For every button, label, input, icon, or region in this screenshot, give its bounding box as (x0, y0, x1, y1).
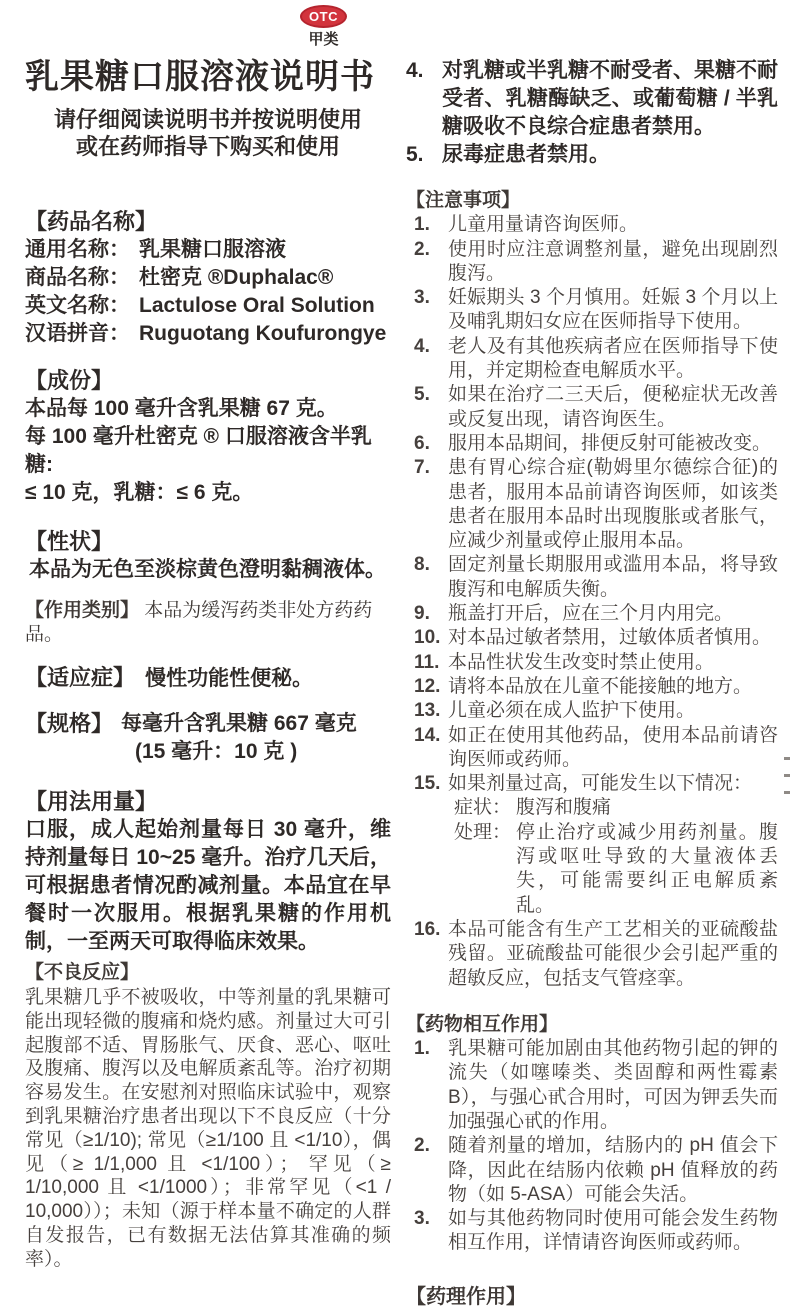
precaution-item (406, 602, 778, 626)
sub-text: 停止治疗或减少用药剂量。腹泻或呕吐导致的大量液体丢失，可能需要纠正电解质紊乱。 (516, 821, 778, 916)
item-text: 如正在使用其他药品，使用本品前请咨询医师或药师。 (448, 724, 778, 770)
section-precautions (406, 189, 778, 991)
row-label: 英文名称： (25, 294, 130, 317)
item-text: 使用时应注意调整剂量，避免出现剧烈腹泻。 (448, 238, 778, 284)
specification-text: 每毫升含乳果糖 667 毫克 (121, 712, 357, 735)
precaution-item (406, 651, 778, 675)
precaution-item (406, 335, 778, 384)
item-text: 对本品过敏者禁用，过敏体质者慎用。 (448, 627, 772, 649)
left-column (25, 0, 391, 1272)
section-indication (25, 664, 391, 693)
section-header: 【注意事项】 (406, 190, 521, 211)
section-drug-interactions (406, 1013, 778, 1256)
item-number: 6. (414, 432, 430, 454)
section-composition (25, 367, 391, 507)
otc-logo-text: OTC (309, 9, 338, 24)
item-number: 10. (414, 627, 441, 649)
section-header: 【作用类别】 (25, 600, 140, 621)
contraindication-item (406, 57, 778, 141)
item-text: 如果剂量过高，可能发生以下情况： (448, 773, 753, 795)
section-header: 【药品名称】 (25, 209, 158, 234)
precaution-item (406, 918, 778, 991)
item-number: 12. (414, 675, 441, 697)
precaution-15-handling (406, 821, 778, 918)
precaution-item (406, 238, 778, 287)
precaution-item (406, 456, 778, 553)
usage-body: 口服，成人起始剂量每日 30 毫升，维持剂量每日 10~25 毫升。治疗几天后，可根据患者情况酌减剂量。本品宜在早餐时一次服用。根据乳果糖的作用机制，一至两天可取得临床效果。 (25, 818, 391, 953)
drug-name-row (25, 292, 391, 320)
item-text: 尿毒症患者禁用。 (442, 143, 610, 166)
section-header: 【不良反应】 (25, 962, 140, 983)
precaution-item (406, 675, 778, 699)
section-action-class (25, 599, 391, 647)
precaution-15-symptom (406, 796, 778, 820)
row-label: 商品名称： (25, 266, 130, 289)
composition-line: ≤ 10 克，乳糖：≤ 6 克。 (25, 481, 254, 504)
drug-name-row (25, 320, 391, 348)
item-number: 14. (414, 724, 441, 746)
section-specification (25, 710, 391, 766)
section-drug-name (25, 208, 391, 348)
contraindication-item (406, 141, 778, 169)
section-header: 【药理作用】 (406, 1285, 526, 1308)
item-text: 乳果糖可能加剧由其他药物引起的钾的流失（如噻嗪类、类固醇和两性霉素 B），与强心甙合用时，可因为钾丢失而加强强心甙的作用。 (448, 1038, 778, 1132)
action-class-text: 本品为缓泻药类非处方药药品。 (25, 600, 373, 645)
right-column (406, 0, 778, 1309)
row-value: 杜密克 ®Duphalac® (139, 266, 334, 289)
item-number: 7. (414, 457, 430, 479)
precaution-item (406, 553, 778, 602)
row-label: 通用名称： (25, 238, 130, 261)
section-header: 【药物相互作用】 (406, 1013, 559, 1035)
section-header: 【适应症】 (25, 665, 136, 690)
precaution-item (406, 626, 778, 650)
interaction-item (406, 1037, 778, 1134)
section-character (25, 528, 391, 584)
item-text: 服用本品期间，排便反射可能被改变。 (448, 432, 772, 454)
page-edge-fragment (782, 757, 790, 808)
item-number: 1. (414, 214, 430, 236)
item-text: 随着剂量的增加，结肠内的 pH 值会下降，因此在结肠内依赖 pH 值释放的药物（如 5-ASA）可能会失活。 (448, 1135, 778, 1205)
item-number: 3. (414, 287, 430, 309)
item-number: 3. (414, 1208, 430, 1230)
item-number: 8. (414, 554, 430, 576)
row-label: 汉语拼音： (25, 322, 130, 345)
adverse-reactions-body: 乳果糖几乎不被吸收，中等剂量的乳果糖可能出现轻微的腹痛和烧灼感。剂量过大可引起腹部不适、胃肠胀气、厌食、恶心、呕吐及腹痛、腹泻以及电解质紊乱等。治疗初期容易发生。在安慰剂对照临床试验中，观察到乳果糖治疗患者出现以下不良反应（十分常见（≥1/10); 常见（≥1/100 且 <1/10），偶见（≥ 1/1,000 且 <1/100）； 罕见（≥ 1/10,000 且 <1/1000）；非常罕见（<1 / 10,000））；未知（源于样本量不确定的人群自发报告，已有数据无法估算其准确的频率）。 (25, 987, 391, 1270)
subtitle-line-2: 或在药师指导下购买和使用 (75, 134, 340, 159)
item-text: 对乳糖或半乳糖不耐受者、果糖不耐受者、乳糖酶缺乏、或葡萄糖 / 半乳糖吸收不良综合症患者禁用。 (442, 59, 778, 138)
character-body: 本品为无色至淡棕黄色澄明黏稠液体。 (29, 558, 386, 581)
item-text: 如与其他药物同时使用可能会发生药物相互作用，详情请咨询医师或药师。 (448, 1208, 778, 1254)
item-text: 瓶盖打开后，应在三个月内用完。 (448, 603, 734, 625)
section-header: 【成份】 (25, 368, 114, 393)
item-number: 11. (414, 651, 440, 673)
item-number: 15. (414, 773, 441, 795)
precaution-item (406, 724, 778, 773)
item-text: 儿童用量请咨询医师。 (448, 214, 639, 236)
item-text: 本品可能含有生产工艺相关的亚硫酸盐残留。亚硫酸盐可能很少会引起严重的超敏反应，包括支气管痉挛。 (448, 918, 778, 989)
drug-name-row (25, 236, 391, 264)
section-usage (25, 788, 391, 956)
item-text: 请将本品放在儿童不能接触的地方。 (448, 675, 753, 697)
item-number: 16. (414, 918, 441, 940)
page-title: 乳果糖口服溶液说明书 (25, 58, 375, 96)
interaction-item (406, 1134, 778, 1207)
specification-line-1 (25, 710, 391, 738)
item-text: 儿童必须在成人监护下使用。 (448, 700, 696, 722)
row-value: 乳果糖口服溶液 (139, 238, 286, 261)
section-header: 【规格】 (25, 711, 114, 736)
precaution-item (406, 213, 778, 237)
item-text: 患有胃心综合症(勒姆里尔德综合征)的患者，服用本品前请咨询医师，如该类患者在服用本品时出现腹胀或者胀气，应减少剂量或停止服用本品。 (448, 457, 778, 552)
otc-class-label: 甲类 (308, 31, 339, 48)
drug-name-row (25, 264, 391, 292)
item-text: 妊娠期头 3 个月慎用。妊娠 3 个月以上及哺乳期妇女应在医师指导下使用。 (448, 287, 778, 333)
item-number: 4. (414, 335, 430, 357)
precaution-item (406, 286, 778, 335)
sub-label: 处理： (454, 821, 512, 843)
section-header: 【性状】 (25, 529, 114, 554)
item-text: 本品性状发生改变时禁止使用。 (448, 651, 715, 673)
item-number: 9. (414, 603, 430, 625)
item-number: 5. (406, 143, 424, 166)
item-number: 1. (414, 1038, 430, 1060)
subtitle (25, 106, 391, 160)
item-number: 2. (414, 1135, 430, 1157)
item-text: 如果在治疗二三天后，便秘症状无改善或反复出现，请咨询医生。 (448, 384, 778, 430)
row-value: Ruguotang Koufurongye (139, 322, 387, 345)
subtitle-line-1: 请仔细阅读说明书并按说明使用 (53, 107, 362, 132)
sub-label: 症状： (454, 797, 512, 819)
section-pharmacology (406, 1280, 778, 1309)
item-number: 13. (414, 700, 441, 722)
precaution-item (406, 432, 778, 456)
specification-line-2: (15 毫升：10 克 ) (135, 740, 298, 763)
section-adverse-reactions (25, 960, 391, 1272)
composition-line: 每 100 毫升杜密克 ® 口服溶液含半乳糖: (25, 425, 372, 476)
item-text: 固定剂量长期服用或滥用本品，将导致腹泻和电解质失衡。 (448, 554, 778, 600)
item-number: 2. (414, 238, 430, 260)
indication-text: 慢性功能性便秘。 (145, 667, 314, 690)
precaution-item (406, 383, 778, 432)
item-number: 5. (414, 384, 430, 406)
section-header: 【用法用量】 (25, 789, 158, 814)
row-value: Lactulose Oral Solution (139, 294, 375, 317)
interaction-item (406, 1207, 778, 1256)
item-text: 老人及有其他疾病者应在医师指导下使用，并定期检查电解质水平。 (448, 335, 778, 382)
precaution-item (406, 772, 778, 796)
composition-line: 本品每 100 毫升含乳果糖 67 克。 (25, 397, 338, 420)
sub-text: 腹泻和腹痛 (516, 797, 612, 819)
item-number: 4. (406, 59, 424, 82)
precaution-item (406, 699, 778, 723)
